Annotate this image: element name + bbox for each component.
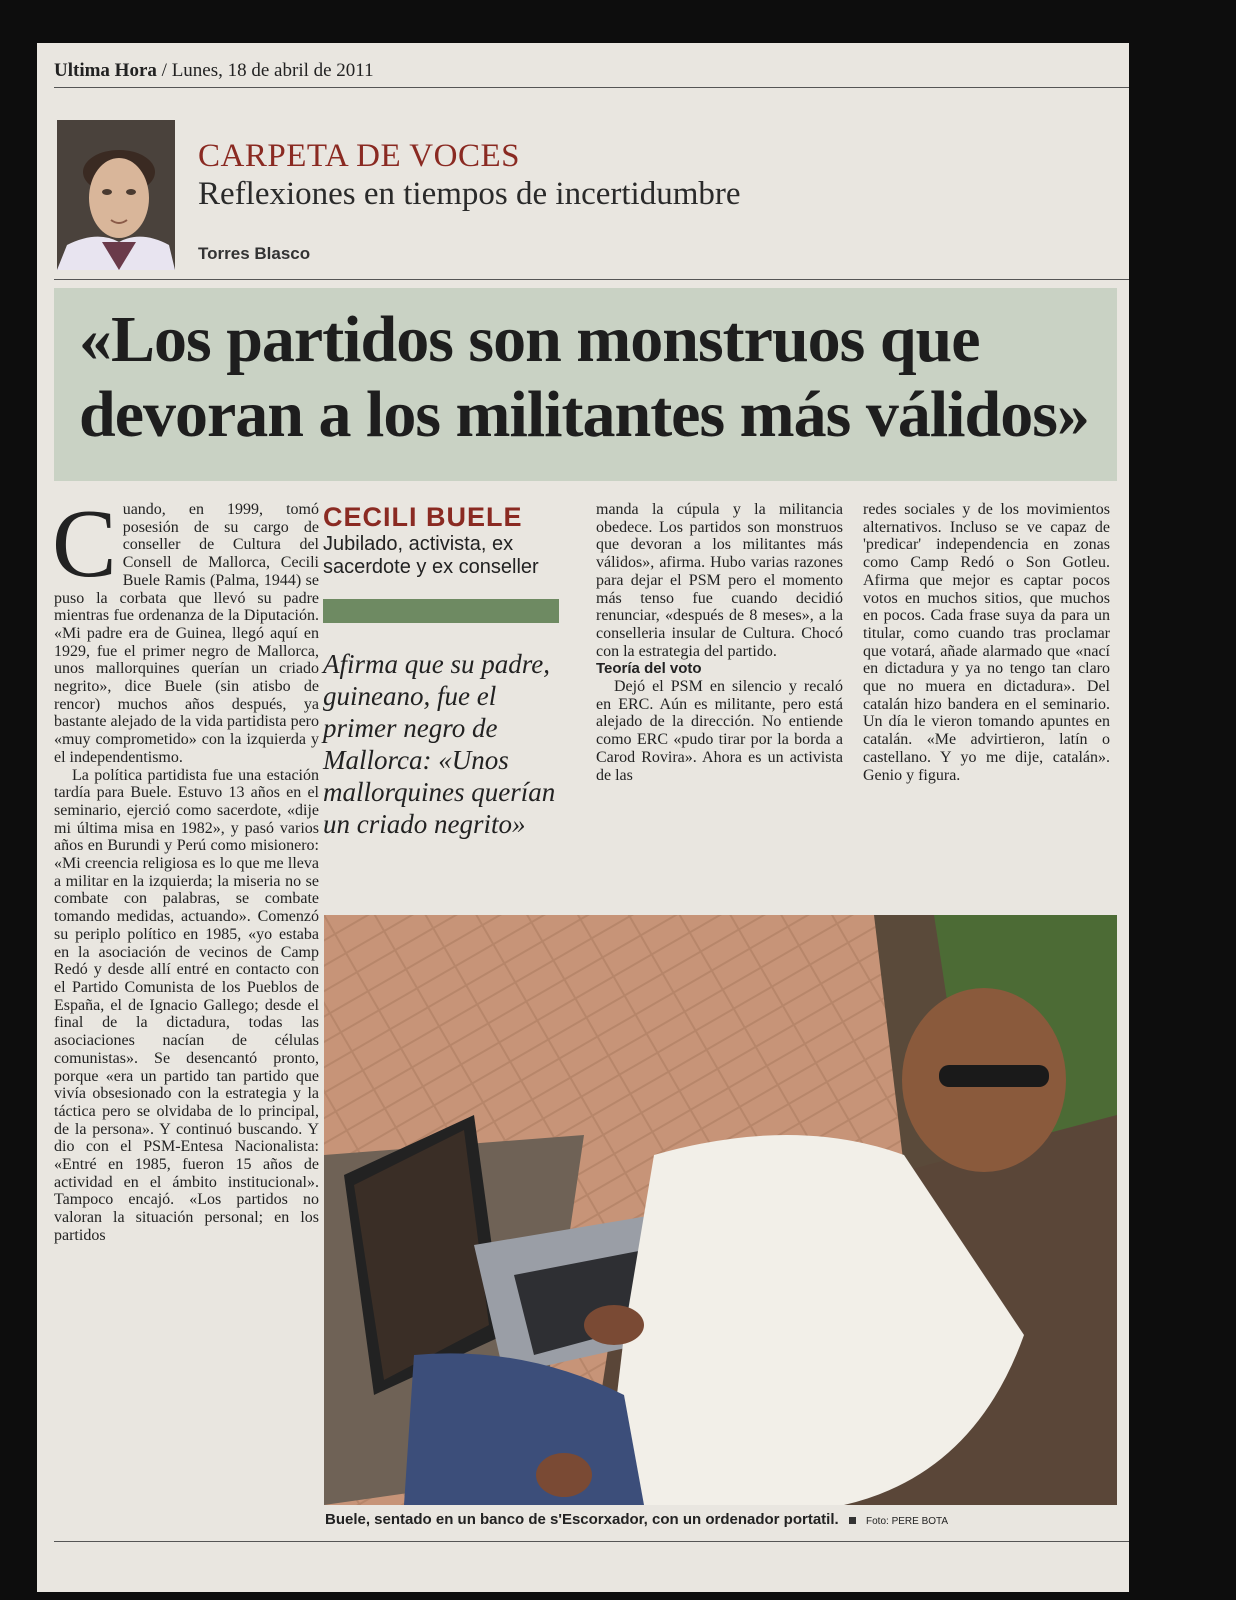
main-photo [324,915,1117,1505]
publication-date: Lunes, 18 de abril de 2011 [171,60,374,81]
masthead [54,60,374,82]
pull-quote: Afirma que su padre, guineano, fue el primer negro de Mallorca: «Unos mallorquines querían un criado negrito» [323,649,556,839]
top-rule [54,87,1129,88]
section-kicker: CARPETA DE VOCES [198,138,520,174]
headline-box [54,288,1117,481]
square-bullet-icon [849,1517,856,1524]
masthead-separator: / [161,60,167,81]
article-column-1 [52,490,319,1245]
publication-name: Ultima Hora [54,60,157,81]
photo-caption [325,1511,1115,1528]
article-column-3 [596,501,843,784]
newspaper-clipping [37,43,1129,1592]
paragraph: La política partidista fue una estación tardía para Buele. Estuvo 13 años en el seminario, ejerció como sacerdote, «dije mi última misa en 1982», y pasó varios años en Burundi y Perú como misionero: «Mi creencia religiosa es lo que me lleva a militar en la izquierda; la miseria no se combate con palabras, se combate tomando medidas, actuando». Comenzó su periplo político en 1985, «yo estaba en la asociación de vecinos de Camp Redó y desde allí entré en contacto con el Partido Comunista de los Pueblos de España, el de Ignacio Gallego; desde el final de la dictadura, todas las asociaciones nacían de células comunistas». Se desencantó pronto, porque «era un partido tan partido que vivía obsesionado con la estrategia y la táctica pero se olvidaba de lo principal, de la persona». Y continuó buscando. Y dio con el PSM-Entesa Nacionalista: «Entré en 1985, fueron 15 años de actividad en el ámbito institucional». Tampoco encajó. «Los partidos no valoran la situación personal; en los partidos [54,766,319,1244]
photo-credit: Foto: PERE BOTA [866,1516,949,1527]
decorative-bar [323,599,559,623]
profile-description: Jubilado, activista, ex sacerdote y ex conseller [323,533,539,578]
subheading: Teoría del voto [596,660,702,678]
paragraph: redes sociales y de los movimientos alternativos. Incluso se ve capaz de 'predicar' independencia en zonas como Camp Redó o Son Gotleu. Afirma que mejor es captar pocos votos en muchos sitios, que muchos en pocos. Cada frase suya da para un titular, como cuando tras proclamar que votará, añade alarmado que «nací en dictadura y ya no tengo tan claro que no muera en dictadura». Del catalán hizo bandera en el seminario. Un día le vieron tomando apuntes en catalán. «Me advirtieron, latín o castellano. Y yo me dije, catalán». Genio y figura. [863,501,1110,784]
author-byline: Torres Blasco [198,244,311,263]
bottom-rule [54,1541,1129,1542]
profile-name: CECILI BUELE [323,502,523,532]
article-column-4 [863,501,1110,784]
paragraph: Dejó el PSM en silencio y recaló en ERC. Aún es militante, pero está alejado de la dirección. No entiende como ERC «pudo tirar por la borda a Carod Rovira». Ahora es un activista de las [596,678,843,784]
paragraph [52,490,319,767]
header-rule [54,279,1129,280]
section-subtitle: Reflexiones en tiempos de incertidumbre [198,176,741,212]
columnist-photo [57,120,175,270]
paragraph-text: uando, en 1999, tomó posesión de su cargo de conseller de Cultura del Consell de Mallorca, Cecili Buele Ramis (Palma, 1944) se puso la corbata que llevó su padre mientras fue ordenanza de la Diputación. «Mi padre era de Guinea, llegó aquí en 1929, fue el primer negro de Mallorca, unos mallorquines querían un criado negrito», dice Buele (sin atisbo de rencor) muchos años después, ya bastante alejado de la vida partidista pero «muy comprometido» con la izquierda y el independentismo. [54,501,319,766]
caption-text: Buele, sentado en un banco de s'Escorxador, con un ordenador portatil. [325,1511,839,1528]
headline: «Los partidos son monstruos que devoran a los militantes más válidos» [79,303,1089,451]
drop-cap: C [52,490,117,597]
paragraph: manda la cúpula y la militancia obedece. Los partidos son monstruos que devoran a los militantes más válidos», afirma. Hubo varias razones para dejar el PSM pero el momento más tenso fue cuando decidió renunciar, «después de 8 meses», a la conselleria insular de Cultura. Chocó con la estrategia del partido. [596,501,843,660]
